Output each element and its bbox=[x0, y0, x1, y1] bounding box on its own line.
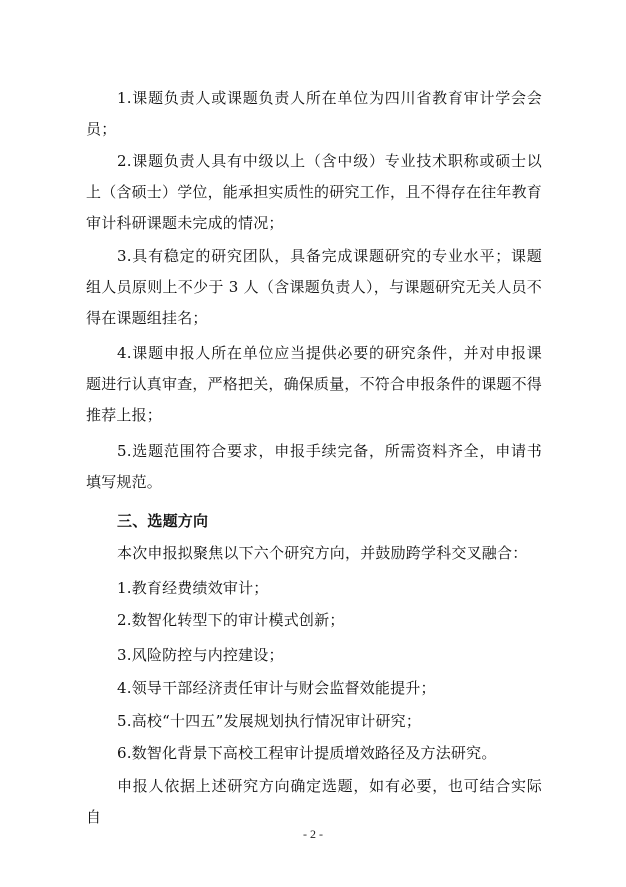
closing-paragraph: 申报人依据上述研究方向确定选题，如有必要，也可结合实际自 bbox=[86, 777, 542, 826]
direction-item-1: 1.教育经费绩效审计； bbox=[117, 579, 269, 597]
section-heading: 三、选题方向 bbox=[117, 512, 209, 530]
requirement-item-2: 2.课题负责人具有中级以上（含中级）专业技术职称或硕士以上（含硕士）学位，能承担实质性的研究工作，且不得存在往年教育审计科研课题未完成的情况； bbox=[86, 152, 543, 232]
requirement-item-3: 3.具有稳定的研究团队，具备完成课题研究的专业水平；课题组人员原则上不少于 3 人（含课题负责人），与课题研究无关人员不得在课题组挂名； bbox=[86, 247, 542, 327]
direction-item-2: 2.数智化转型下的审计模式创新； bbox=[117, 611, 345, 629]
page-number: - 2 - bbox=[303, 827, 323, 841]
direction-item-4: 4.领导干部经济责任审计与财会监督效能提升； bbox=[117, 679, 436, 697]
requirement-item-1: 1.课题负责人或课题负责人所在单位为四川省教育审计学会会员； bbox=[86, 89, 542, 138]
direction-item-6: 6.数智化背景下高校工程审计提质增效路径及方法研究。 bbox=[117, 744, 497, 762]
section-intro: 本次申报拟聚焦以下六个研究方向，并鼓励跨学科交叉融合： bbox=[117, 544, 528, 562]
direction-item-3: 3.风险防控与内控建设； bbox=[117, 646, 284, 664]
requirement-item-4: 4.课题申报人所在单位应当提供必要的研究条件，并对申报课题进行认真审查，严格把关，确保质量，不符合申报条件的课题不得推荐上报； bbox=[86, 344, 543, 424]
requirement-item-5: 5.选题范围符合要求，申报手续完备，所需资料齐全，申请书填写规范。 bbox=[86, 442, 542, 491]
direction-item-5: 5.高校“十四五”发展规划执行情况审计研究； bbox=[117, 712, 422, 730]
